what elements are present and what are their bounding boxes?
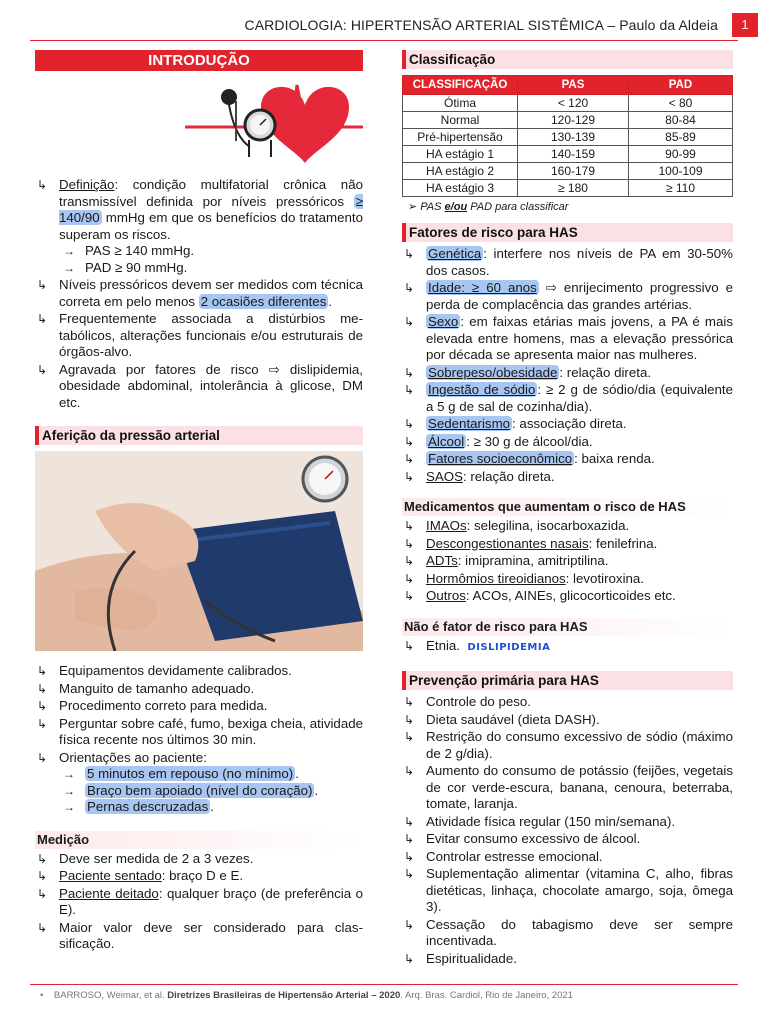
left-column — [35, 50, 363, 954]
not-risk-list — [402, 638, 733, 657]
column-header: CLASSIFICAÇÃO — [403, 76, 518, 95]
medications-list — [402, 518, 733, 605]
bp-cuff-photo-icon — [35, 451, 363, 651]
list-item: → PAS ≥ 140 mmHg. — [63, 243, 195, 258]
page-number: 1 — [732, 13, 758, 37]
list-item: ↳ Procedimento correto para medida. — [37, 698, 268, 713]
list-item: ↳ Fatores socioeconômico : baixa renda. — [404, 451, 655, 466]
list-item: → PAD ≥ 90 mmHg. — [63, 259, 188, 275]
afericao-list — [35, 663, 363, 816]
intro-banner: INTRODUÇÃO — [35, 50, 363, 71]
right-column — [402, 50, 733, 968]
section-header-classificacao: Classificação — [402, 50, 733, 69]
footer-divider — [30, 984, 738, 985]
heart-illustration — [35, 77, 363, 167]
section-header-fatores-risco: Fatores de risco para HAS — [402, 223, 733, 242]
list-item: ↳ Aumento do consumo de potássio (feijões, vegetais de cor verde-escura, banana, cenoura, beterraba, tomate, laranja. — [404, 763, 733, 811]
list-item: ↳ Dieta saudável (dieta DASH). — [404, 711, 600, 727]
list-item: ↳ Álcool : ≥ 30 g de álcool/dia. — [404, 433, 593, 449]
table-row: Pré-hipertensão 130-139 85-89 — [403, 129, 733, 146]
handwritten-note: DISLIPIDEMIA — [467, 641, 551, 653]
list-item: ↳ Maior valor deve ser considerado para classificação. — [37, 919, 363, 951]
list-item: ↳ Ingestão de sódio : ≥ 2 g de sódio/dia (equivalente a 5 g de sal de cozinha/dia). — [404, 382, 733, 414]
list-item: ↳ Genética : interfere nos níveis de PA em 30-50% dos casos. — [404, 246, 733, 278]
table-note: ➢ PAS e/ou PAD para classificar — [408, 201, 569, 213]
list-item: ↳ ADTs: imipramina, amitriptilina. — [404, 553, 609, 568]
table-row: HA estágio 1 140-159 90-99 — [403, 146, 733, 163]
list-item: ↳ Etnia. DISLIPIDEMIA — [404, 637, 551, 653]
intro-list — [35, 177, 363, 411]
list-item: ↳ IMAOs: selegilina, isocarboxazida. — [404, 518, 630, 533]
classification-table — [402, 75, 733, 197]
list-item: ↳ Sobrepeso/obesidade : relação direta. — [404, 364, 652, 380]
list-item: ↳ Agravada por fatores de risco ⇨ dislipidemia, obesidade abdominal, intolerância à glicose, DM etc. — [37, 361, 363, 410]
list-item: ↳ Cessação do tabagismo deve ser sempre incentivada. — [404, 916, 733, 948]
medicao-list — [35, 851, 363, 953]
list-item: ↳ Atividade física regular (150 min/semana). — [404, 813, 676, 829]
column-header: PAD — [629, 76, 733, 95]
list-item: → 5 minutos em repouso (no mínimo) . — [63, 766, 299, 781]
table-row: Ótima < 120 < 80 — [403, 95, 733, 112]
section-header-medicao: Medição — [35, 831, 363, 849]
table-row: HA estágio 2 160-179 100-109 — [403, 163, 733, 180]
list-item: ↳ Níveis pressóricos devem ser medidos com técnica correta em pelo menos 2 ocasiões diferentes . — [37, 277, 363, 309]
footer-reference: • BARROSO, Weimar, et al. Diretrizes Brasileiras de Hipertensão Arterial – 2020. Arq. Bras. Cardiol, Rio de Janeiro, 2021 — [40, 990, 573, 1001]
column-header: PAS — [518, 76, 629, 95]
list-item: ↳ Suplementação alimentar (vitamina C, alho, fibras dietéticas, linhaça, chocolate amargo, soja, ômega 3). — [404, 866, 733, 914]
header-divider — [30, 40, 738, 41]
table-header-row — [403, 76, 733, 95]
header-title: CARDIOLOGIA: HIPERTENSÃO ARTERIAL SISTÊMICA – Paulo da Aldeia — [244, 17, 718, 33]
table-row: HA estágio 3 ≥ 180 ≥ 110 — [403, 180, 733, 197]
heart-sphygmomanometer-icon — [35, 77, 363, 167]
list-item: ↳ Manguito de tamanho adequado. — [37, 680, 255, 696]
list-item: → Braço bem apoiado (nível do coração) . — [63, 782, 319, 798]
section-header-medicamentos: Medicamentos que aumentam o risco de HAS — [402, 498, 733, 516]
list-item: ↳ Orientações ao paciente: → 5 minutos em repouso (no mínimo) . → Braço bem apoiado (nível do coração) . → Pernas descruzadas . — [35, 750, 363, 816]
list-item: ↳ Evitar consumo excessivo de álcool. — [404, 831, 641, 846]
section-header-nao-fator: Não é fator de risco para HAS — [402, 618, 733, 636]
list-item: ↳ Outros: ACOs, AINEs, glicocorticoides etc. — [404, 588, 676, 603]
list-item: ↳ Paciente sentado: braço D e E. — [37, 868, 244, 883]
risk-factors-list — [402, 246, 733, 485]
list-item: ↳ Frequentemente associada a distúrbios metabólicos, alterações funcionais e/ou estruturais de órgãos-alvo. — [37, 311, 363, 359]
list-item: ↳ Perguntar sobre café, fumo, bexiga cheia, atividade física recente nos últimos 30 min. — [37, 715, 363, 747]
list-item: ↳ Equipamentos devidamente calibrados. — [37, 663, 292, 678]
list-item: → Pernas descruzadas . — [63, 799, 214, 814]
list-item: ↳ Sexo : em faixas etárias mais jovens, a PA é mais elevada entre homens, mas a elevação pressórica por década se apresenta maior nas mulheres. — [404, 314, 733, 362]
table-row: Normal 120-129 80-84 — [403, 112, 733, 129]
list-item: ↳ Controlar estresse emocional. — [404, 848, 603, 864]
list-item: ↳ Descongestionantes nasais: fenilefrina. — [404, 535, 658, 551]
list-item: ↳ Paciente deitado: qualquer braço (de preferência o E). — [37, 885, 363, 917]
list-item: ↳ Deve ser medida de 2 a 3 vezes. — [37, 850, 254, 866]
blood-pressure-photo — [35, 451, 363, 651]
section-header-prevencao: Prevenção primária para HAS — [402, 671, 733, 690]
list-item: ↳ Sedentarismo : associação direta. — [404, 416, 627, 431]
list-item: ↳ Hormômios tireoidianos: levotiroxina. — [404, 570, 645, 586]
list-item: ↳ Restrição do consumo excessivo de sódio (máximo de 2 g/dia). — [404, 729, 733, 761]
list-item: ↳ Espiritualidade. — [404, 950, 517, 966]
list-item: ↳ Idade: ≥ 60 anos ⇨ enrijecimento progressivo e perda de complacência das grandes artérias. — [404, 280, 734, 312]
page-header — [0, 12, 768, 38]
list-item: ↳ Definição: condição multifatorial crônica não transmissível definida por níveis pressóricos ≥ 140/90 mmHg em que os benefícios do tratamento superam os riscos. → PAS ≥ 140 mmHg. → PAD ≥ 90 mmHg. — [37, 177, 363, 275]
list-item: ↳ SAOS: relação direta. — [404, 468, 555, 484]
prevention-list — [402, 694, 733, 967]
section-header-afericao: Aferição da pressão arterial — [35, 426, 363, 445]
list-item: ↳ Controle do peso. — [404, 694, 531, 709]
